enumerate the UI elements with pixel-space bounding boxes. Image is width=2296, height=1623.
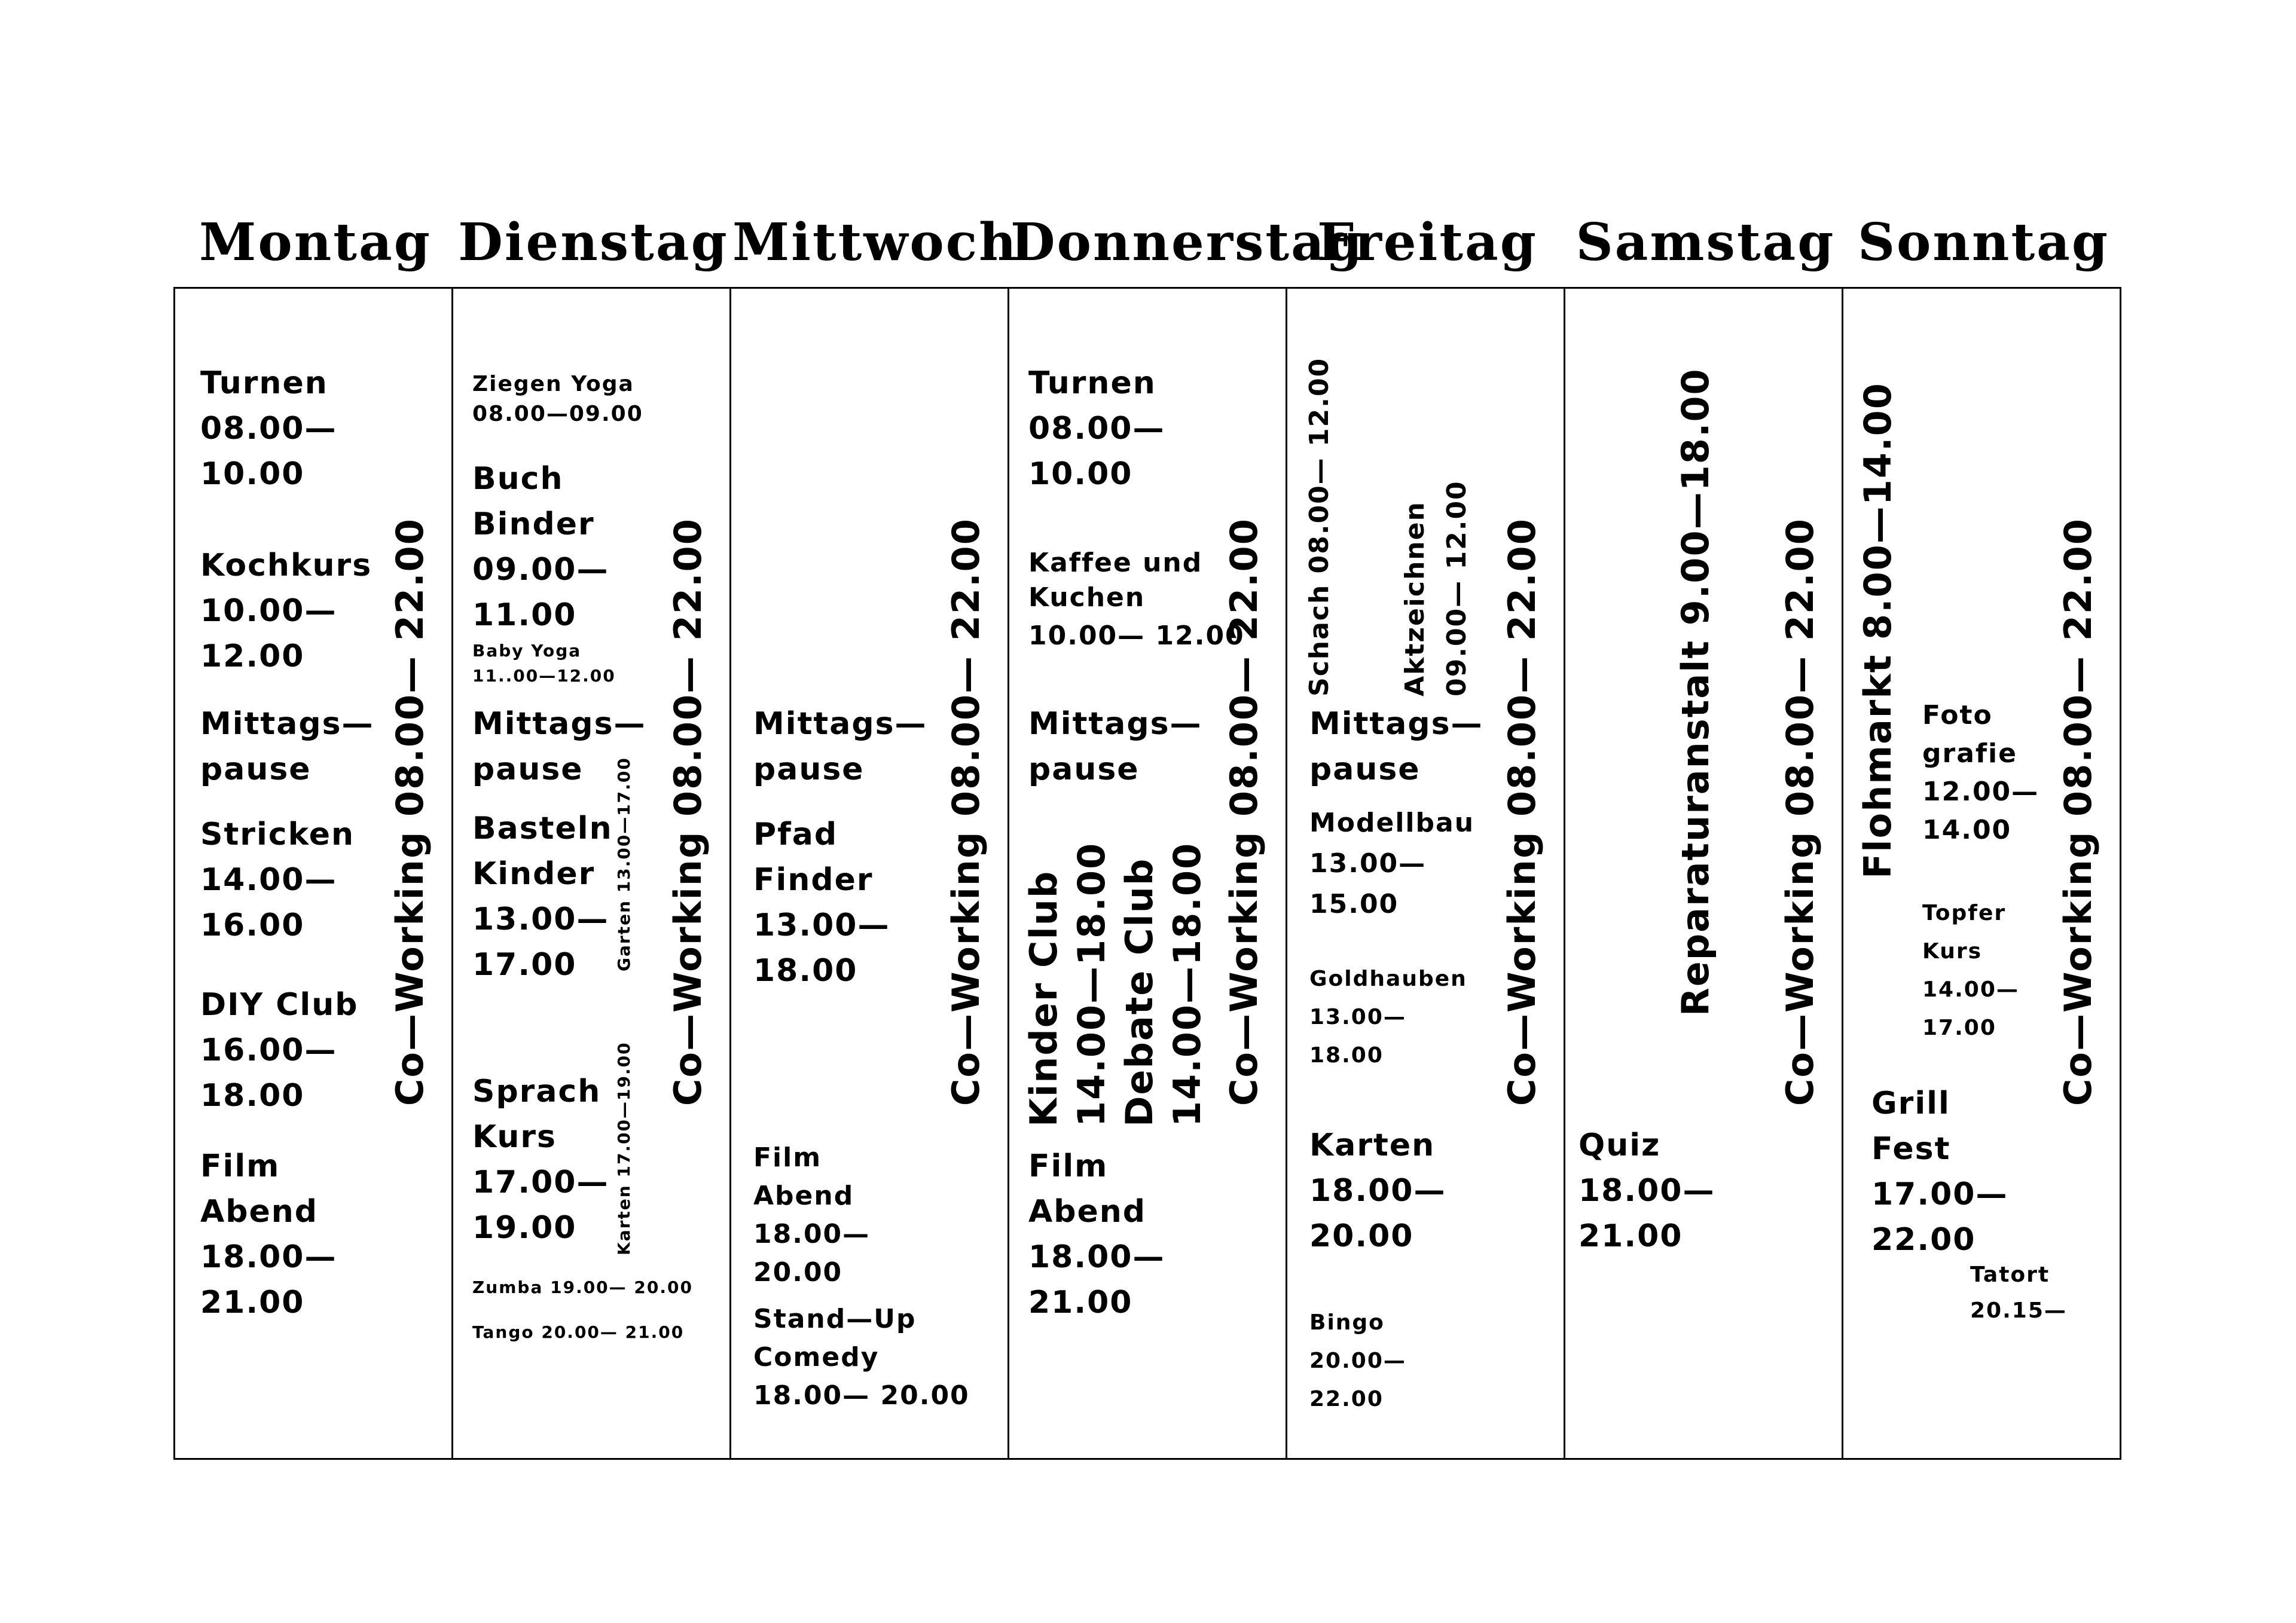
day-header-dienstag: Dienstag [458,212,729,273]
event-filmabend: Film Abend 18.00— 21.00 [1028,1148,1165,1321]
event-goldhauben: Goldhauben 13.00— 18.00 [1309,967,1467,1068]
day-header-donnerstag: Donnerstag [1010,212,1364,273]
coworking-mittwoch: Co—Working 08.00— 22.00 [944,518,988,1106]
event-bingo: Bingo 20.00— 22.00 [1309,1310,1406,1411]
event-zumba: Zumba 19.00— 20.00 [472,1277,693,1297]
event-reparaturanstalt: Reparaturanstalt 9.00—18.00 [1674,368,1717,1016]
event-turnen: Turnen 08.00— 10.00 [1028,365,1165,492]
day-header-samstag: Samstag [1576,212,1836,273]
event-karten: Karten 17.00—19.00 [614,1041,634,1255]
event-topferkurs: Topfer Kurs 14.00— 17.00 [1922,901,2019,1040]
event-flohmarkt: Flohmarkt 8.00—14.00 [1856,382,1900,879]
coworking-montag: Co—Working 08.00— 22.00 [388,518,432,1106]
day-header-mittwoch: Mittwoch [732,212,1018,273]
event-karten: Karten 18.00— 20.00 [1309,1127,1446,1254]
day-header-sonntag: Sonntag [1857,212,2110,273]
event-buch-binder: Buch Binder 09.00— 11.00 [472,461,609,633]
event-mittagspause: Mittags— pause [1309,706,1483,787]
day-header-montag: Montag [199,212,432,273]
event-schach: Schach 08.00— 12.00 [1304,357,1335,696]
event-filmabend: Film Abend 18.00— 20.00 [753,1142,871,1288]
event-mittagspause: Mittags— pause [1028,706,1202,787]
event-kaffee-kuchen: Kaffee und Kuchen 10.00— 12.00 [1028,548,1245,651]
event-standup-comedy: Stand—Up Comedy 18.00— 20.00 [753,1304,970,1411]
event-debate-club-time: 14.00—18.00 [1165,842,1209,1127]
coworking-freitag: Co—Working 08.00— 22.00 [1500,518,1544,1106]
event-stricken: Stricken 14.00— 16.00 [200,817,355,943]
event-tango: Tango 20.00— 21.00 [472,1322,685,1342]
event-debate-club: Debate Club [1118,857,1161,1127]
event-filmabend: Film Abend 18.00— 21.00 [200,1148,337,1321]
event-aktzeichnen-time: 09.00— 12.00 [1442,480,1472,696]
event-kinder-club-time: 14.00—18.00 [1070,842,1113,1127]
day-header-freitag: Freitag [1317,212,1538,273]
event-baby-yoga: Baby Yoga 11..00—12.00 [472,641,616,686]
coworking-samstag: Co—Working 08.00— 22.00 [1778,518,1822,1106]
event-kinder-club: Kinder Club [1022,870,1065,1127]
event-mittagspause: Mittags— pause [472,706,646,787]
event-kochkurs: Kochkurs 10.00— 12.00 [200,548,373,674]
event-grillfest: Grill Fest 17.00— 22.00 [1871,1086,2008,1258]
coworking-donnerstag: Co—Working 08.00— 22.00 [1222,518,1266,1106]
event-pfadfinder: Pfad Finder 13.00— 18.00 [753,817,890,989]
event-diy-club: DIY Club 16.00— 18.00 [200,987,359,1114]
event-sprachkurs: Sprach Kurs 17.00— 19.00 [472,1074,609,1246]
event-aktzeichnen: Aktzeichnen [1400,501,1430,696]
event-fotografie: Foto grafie 12.00— 14.00 [1922,700,2039,845]
event-ziegen-yoga: Ziegen Yoga 08.00—09.00 [472,372,643,426]
coworking-dienstag: Co—Working 08.00— 22.00 [666,518,710,1106]
event-quiz: Quiz 18.00— 21.00 [1578,1127,1715,1254]
event-mittagspause: Mittags— pause [200,706,374,787]
event-turnen: Turnen 08.00— 10.00 [200,365,337,492]
event-basteln-kinder: Basteln Kinder 13.00— 17.00 [472,811,613,983]
coworking-sonntag: Co—Working 08.00— 22.00 [2056,518,2100,1106]
event-tatort: Tatort 20.15— [1970,1263,2067,1323]
event-garten: Garten 13.00—17.00 [614,757,634,971]
event-mittagspause: Mittags— pause [753,706,927,787]
event-modellbau: Modellbau 13.00— 15.00 [1309,808,1475,919]
